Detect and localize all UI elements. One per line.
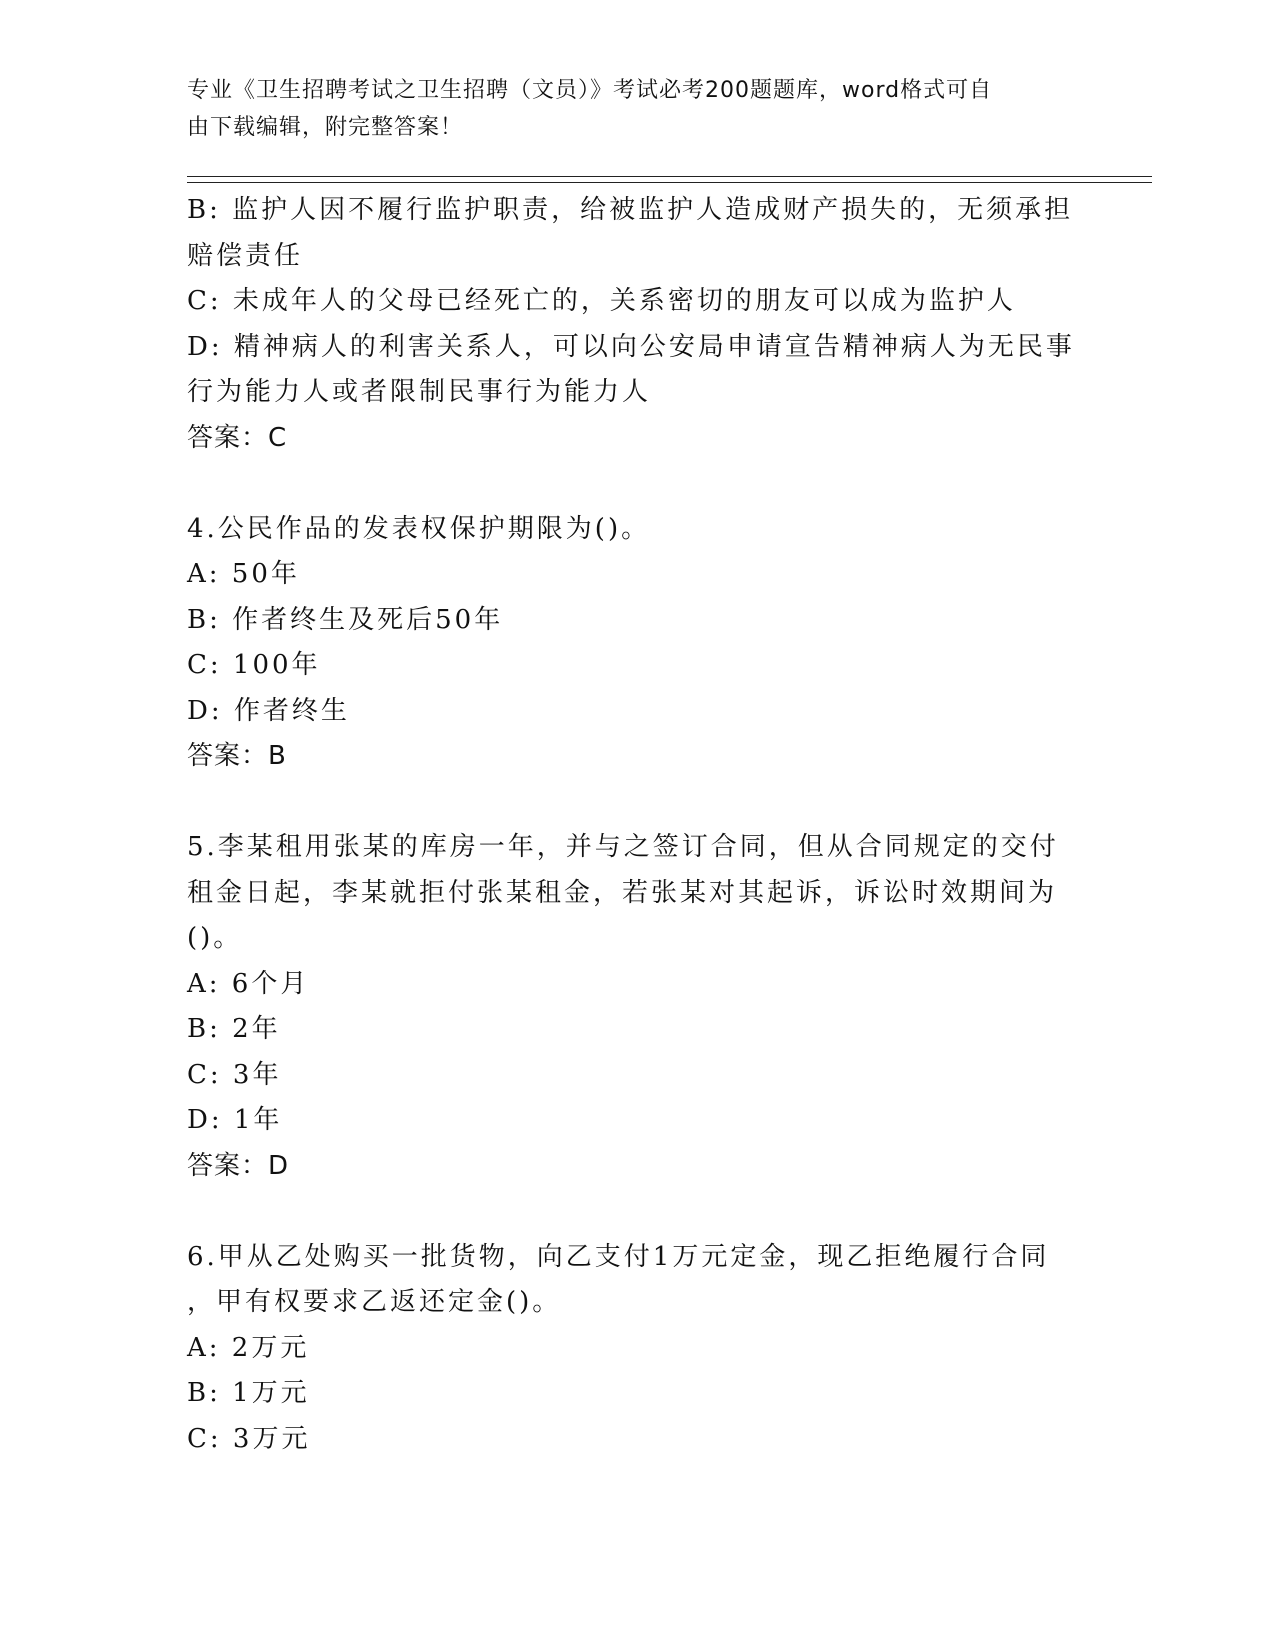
answer: 答案：D bbox=[187, 1150, 290, 1181]
option-b-line-1: B: 监护人因不履行监护职责，给被监护人造成财产损失的，无须承担 bbox=[187, 195, 1074, 225]
question-3-tail bbox=[187, 188, 1087, 461]
question-list bbox=[187, 188, 1087, 1462]
answer: 答案：B bbox=[187, 741, 287, 771]
option-b-line-2: 赔偿责任 bbox=[187, 240, 304, 271]
question-stem-line-1: 5.李某租用张某的库房一年，并与之签订合同，但从合同规定的交付 bbox=[187, 832, 1059, 862]
header-line-2: 由下载编辑，附完整答案！ bbox=[187, 115, 464, 140]
option-b: B: 2年 bbox=[187, 1014, 281, 1044]
option-d: D: 作者终生 bbox=[187, 695, 350, 726]
option-d-line-2: 行为能力人或者限制民事行为能力人 bbox=[187, 377, 652, 407]
question-stem-line-2: ，甲有权要求乙返还定金()。 bbox=[187, 1287, 562, 1317]
document-header bbox=[187, 72, 1067, 146]
answer: 答案：C bbox=[187, 422, 288, 453]
option-a: A: 6个月 bbox=[187, 968, 310, 999]
option-b: B: 1万元 bbox=[187, 1378, 310, 1408]
option-c: C: 3万元 bbox=[187, 1423, 311, 1454]
spacer bbox=[187, 461, 1087, 507]
option-a: A: 50年 bbox=[187, 559, 300, 589]
option-d-line-1: D: 精神病人的利害关系人，可以向公安局申请宣告精神病人为无民事 bbox=[187, 331, 1075, 362]
spacer bbox=[187, 780, 1087, 826]
option-d: D: 1年 bbox=[187, 1105, 283, 1135]
spacer bbox=[187, 1189, 1087, 1235]
option-b: B: 作者终生及死后50年 bbox=[187, 604, 504, 635]
question-stem-line-1: 6.甲从乙处购买一批货物，向乙支付1万元定金，现乙拒绝履行合同 bbox=[187, 1241, 1050, 1272]
question-stem: 4.公民作品的发表权保护期限为()。 bbox=[187, 513, 651, 544]
question-6 bbox=[187, 1235, 1087, 1463]
option-c: C: 100年 bbox=[187, 650, 321, 680]
option-c: C: 3年 bbox=[187, 1059, 282, 1090]
header-divider-top bbox=[187, 176, 1152, 177]
question-5 bbox=[187, 825, 1087, 1189]
header-divider-bottom bbox=[187, 182, 1152, 183]
question-stem-line-2: 租金日起，李某就拒付张某租金，若张某对其起诉，诉讼时效期间为 bbox=[187, 877, 1058, 908]
option-a: A: 2万元 bbox=[187, 1332, 310, 1363]
question-stem-line-3: ()。 bbox=[187, 923, 243, 953]
option-c: C: 未成年人的父母已经死亡的，关系密切的朋友可以成为监护人 bbox=[187, 286, 1016, 316]
header-line-1: 专业《卫生招聘考试之卫生招聘（文员）》考试必考200题题库，word格式可自 bbox=[187, 78, 993, 103]
question-4 bbox=[187, 507, 1087, 780]
